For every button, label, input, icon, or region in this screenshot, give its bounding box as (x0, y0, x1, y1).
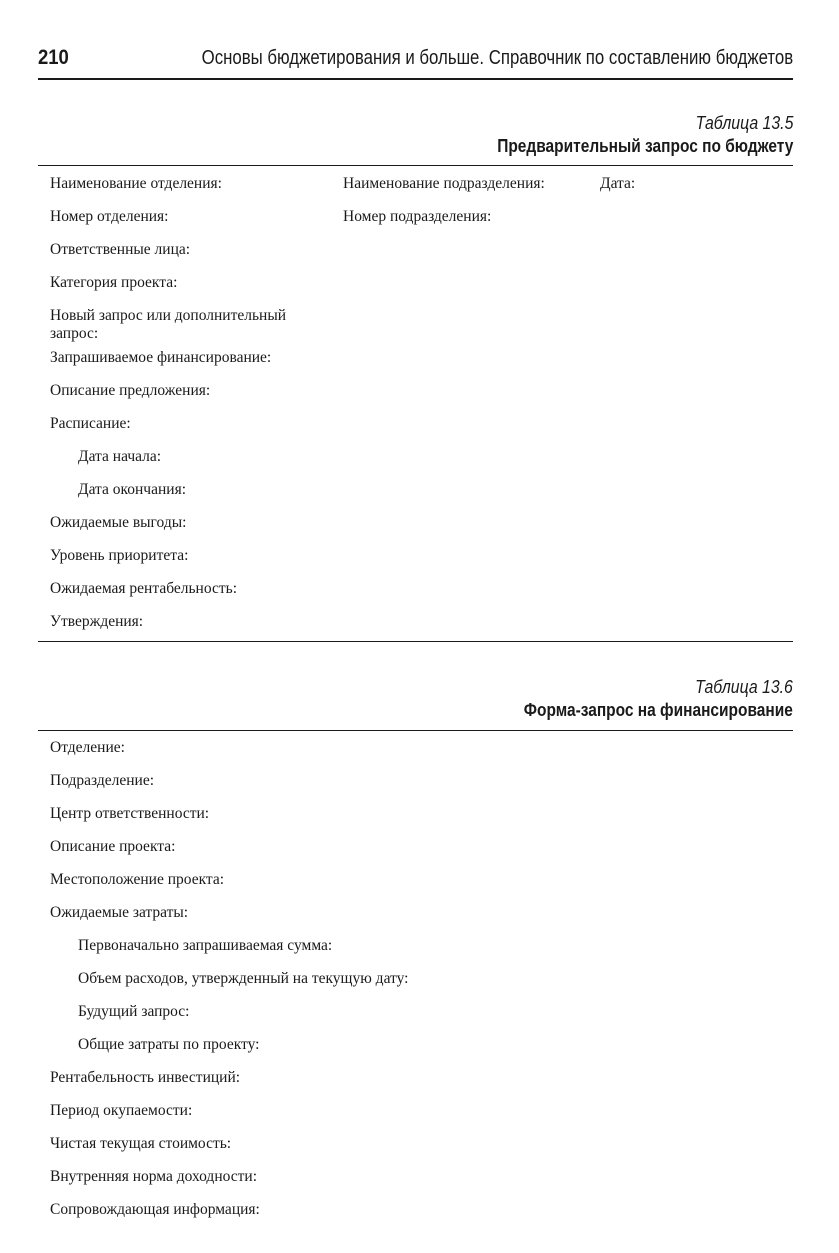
table-13-6-field (50, 772, 790, 805)
table-13-5-field (50, 382, 790, 415)
field-label: Категория проекта: (50, 274, 178, 291)
division-number-label: Номер отделения: (50, 208, 169, 225)
table-13-6-field (50, 904, 790, 937)
field-label: Ответственные лица: (50, 241, 191, 258)
field-label: Рентабельность инвестиций: (50, 1069, 241, 1086)
running-title: Основы бюджетирования и больше. Справочник по составлению бюджетов (201, 47, 793, 69)
table-13-5-field (50, 241, 790, 274)
field-label: Внутренняя норма доходности: (50, 1168, 258, 1185)
table-13-6-title: Форма-запрос на финансирование (523, 700, 793, 720)
field-label: Описание предложения: (50, 382, 211, 399)
table-13-6-field (50, 1135, 790, 1168)
table-13-5-title: Предварительный запрос по бюджету (496, 136, 793, 156)
table-13-6-caption (480, 676, 793, 722)
field-label: Ожидаемые выгоды: (50, 514, 187, 531)
table-13-5-field (50, 349, 790, 382)
date-label: Дата: (600, 175, 636, 192)
table-13-5-row-division (50, 175, 790, 208)
table-13-5-field (50, 580, 790, 613)
table-13-6-field (50, 871, 790, 904)
table-13-5-caption (449, 112, 793, 158)
table-13-5-field (50, 448, 790, 481)
table-13-5-field (50, 514, 790, 547)
table-13-6-field (50, 739, 790, 772)
table-13-6-field (50, 1003, 790, 1036)
field-label: Будущий запрос: (78, 1003, 190, 1020)
field-label: Описание проекта: (50, 838, 176, 855)
table-13-6-field (50, 805, 790, 838)
table-13-5-body (50, 175, 790, 646)
field-label: Первоначально запрашиваемая сумма: (78, 937, 333, 954)
table-13-6-body (50, 739, 790, 1234)
field-label: Отделение: (50, 739, 125, 756)
table-13-6-number: Таблица 13.6 (695, 677, 793, 697)
table-13-5-field (50, 274, 790, 307)
table-13-6-field (50, 1069, 790, 1102)
field-label: Чистая текущая стоимость: (50, 1135, 232, 1152)
page-number: 210 (38, 46, 69, 69)
division-name-label: Наименование отделения: (50, 175, 222, 192)
table-13-6-top-rule (38, 730, 793, 731)
table-13-6-field (50, 838, 790, 871)
subdivision-number-label: Номер подразделения: (343, 208, 492, 225)
table-13-5-row-numbers (50, 208, 790, 241)
field-label: Уровень приоритета: (50, 547, 189, 564)
field-label: Период окупаемости: (50, 1102, 193, 1119)
table-13-5-number: Таблица 13.5 (695, 113, 793, 133)
table-13-6-field (50, 970, 790, 1003)
subdivision-name-label: Наименование подразделения: (343, 175, 545, 192)
field-label: Сопровождающая информация: (50, 1201, 260, 1218)
table-13-5-field (50, 415, 790, 448)
table-13-6-field (50, 1168, 790, 1201)
field-label: Новый запрос или дополнительный запрос: (50, 307, 287, 342)
field-label: Дата окончания: (78, 481, 187, 498)
table-13-5-bottom-rule (38, 641, 793, 642)
table-13-5-field (50, 547, 790, 580)
table-13-5-field (50, 307, 790, 349)
page-header (38, 44, 793, 80)
table-13-5-field (50, 481, 790, 514)
field-label: Ожидаемая рентабельность: (50, 580, 238, 597)
field-label: Дата начала: (78, 448, 162, 465)
field-label: Запрашиваемое финансирование: (50, 349, 272, 366)
table-13-6-field (50, 1102, 790, 1135)
field-label: Ожидаемые затраты: (50, 904, 189, 921)
field-label: Местоположение проекта: (50, 871, 225, 888)
table-13-6-field (50, 1036, 790, 1069)
table-13-6-field (50, 937, 790, 970)
table-13-6-field (50, 1201, 790, 1234)
field-label: Утверждения: (50, 613, 144, 630)
table-13-5-top-rule (38, 165, 793, 166)
field-label: Общие затраты по проекту: (78, 1036, 260, 1053)
field-label: Центр ответственности: (50, 805, 210, 822)
field-label: Подразделение: (50, 772, 155, 789)
field-label: Расписание: (50, 415, 131, 432)
field-label: Объем расходов, утвержденный на текущую дату: (78, 970, 409, 987)
